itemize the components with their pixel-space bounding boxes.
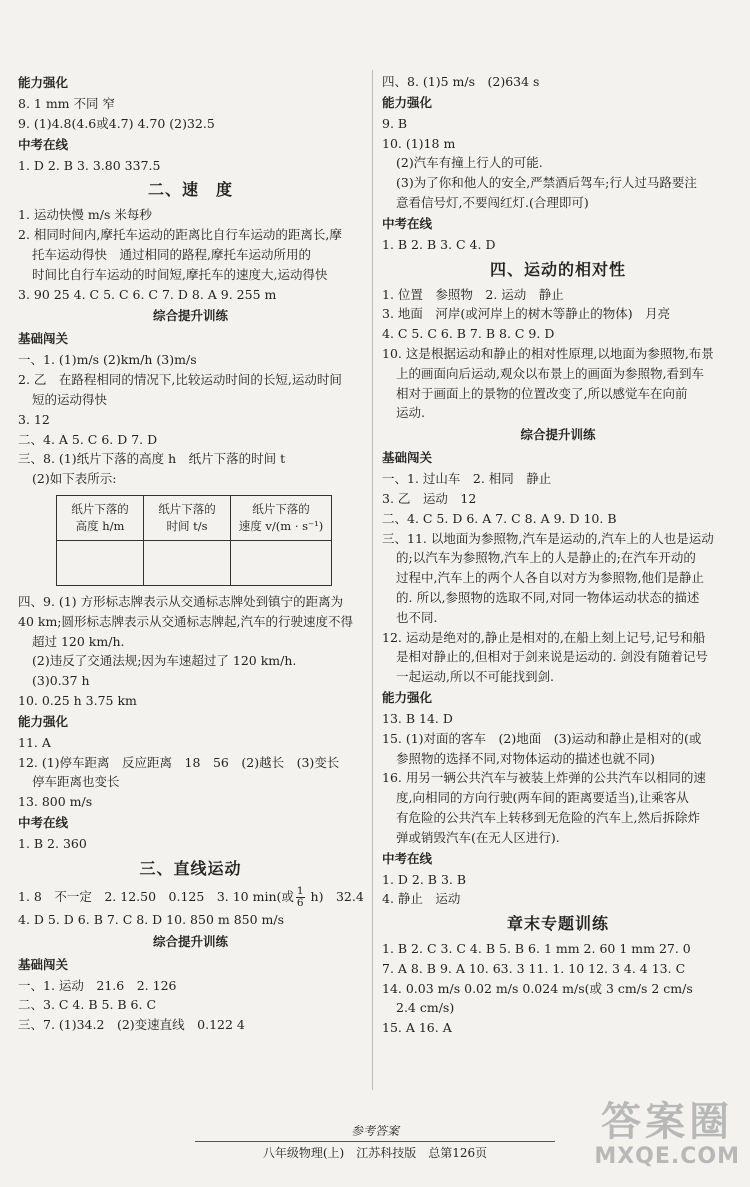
fraction: $\frac{1}{6}$ (296, 884, 304, 909)
answer-line: 是相对静止的,但相对于剑来说是运动的. 剑没有随着记号 (396, 649, 708, 665)
answer-line: 3. 乙 运动 12 (382, 490, 477, 506)
subheading-zonghe: 综合提升训练 (152, 933, 228, 949)
answer-line: 短的运动得快 (32, 391, 108, 407)
answer-line: 3. 12 (18, 411, 50, 427)
answer-line: 11. A (18, 734, 51, 750)
heading-nengli: 能力强化 (382, 94, 433, 110)
left-column (18, 72, 363, 1035)
answer-line: 停车距离也变长 (32, 774, 120, 790)
answer-line: 7. A 8. B 9. A 10. 63. 3 11. 1. 10 12. 3 4. 4 13. C (382, 960, 686, 976)
heading-zhongkao: 中考在线 (382, 215, 433, 231)
answer-line: 13. B 14. D (382, 710, 453, 726)
answer-line: (2)违反了交通法规;因为车速超过了 120 km/h. (32, 653, 297, 669)
answer-line: 12. 运动是绝对的,静止是相对的,在船上刻上记号,记号和船 (382, 629, 706, 645)
answer-line: 四、9. (1) 方形标志牌表示从交通标志牌处到镇宁的距离为 (18, 593, 344, 609)
watermark (594, 1100, 740, 1169)
answer-line: (3)0.37 h (32, 673, 90, 689)
answer-line: 1. D 2. B 3. 3.80 337.5 (18, 157, 161, 173)
answer-line: 10. 这是根据运动和静止的相对性原理,以地面为参照物,布景 (382, 345, 714, 361)
answer-line: 相对于画面上的景物的位置改变了,所以感觉车在向前 (396, 385, 688, 401)
answer-line: 4. 静止 运动 (382, 891, 461, 907)
answer-line: 1. 位置 参照物 2. 运动 静止 (382, 286, 564, 302)
answer-line: 1. B 2. C 3. C 4. B 5. B 6. 1 mm 2. 60 1 mm 27. 0 (382, 941, 691, 957)
answer-line: 运动. (396, 405, 425, 421)
heading-jichu: 基础闯关 (382, 450, 433, 466)
table-header-speed: 纸片下落的 速度 v/(m · s⁻¹) (231, 495, 332, 540)
answer-line: 10. (1)18 m (382, 135, 456, 151)
answer-line: 托车运动得快 通过相同的路程,摩托车运动所用的 (32, 246, 311, 262)
answer-line: 13. 800 m/s (18, 794, 93, 810)
table-header-height: 纸片下落的 高度 h/m (57, 495, 144, 540)
answer-line: 2. 相同时间内,摩托车运动的距离比自行车运动的距离长,摩 (18, 227, 342, 243)
answer-line: 过程中,汽车上的两个人各自以对方为参照物,他们是静止 (396, 570, 704, 586)
section-title-relativity: 四、运动的相对性 (489, 259, 626, 279)
section-title-speed: 二、速 度 (147, 180, 233, 200)
answer-line: 9. B (382, 115, 408, 131)
table-cell (231, 540, 332, 585)
answer-line: 三、11. 以地面为参照物,汽车是运动的,汽车上的人也是运动 (382, 530, 714, 546)
answer-line: (2)如下表所示: (32, 471, 117, 487)
answer-line: 参照物的选择不同,对物体运动的描述也就不同) (396, 750, 655, 766)
heading-nengli: 能力强化 (18, 713, 69, 729)
answer-line: 也不同. (396, 609, 438, 625)
answer-line: 超过 120 km/h. (32, 633, 125, 649)
answer-line: 3. 地面 河岸(或河岸上的树木等静止的物体) 月亮 (382, 306, 671, 322)
heading-zhongkao: 中考在线 (18, 814, 69, 830)
answer-line: 12. (1)停车距离 反应距离 18 56 (2)越长 (3)变长 (18, 754, 340, 770)
answer-line: 一起运动,所以不可能找到剑. (396, 669, 554, 685)
answer-line: 四、8. (1)5 m/s (2)634 s (382, 74, 540, 89)
column-divider (372, 70, 373, 1090)
section-title-chapter-review: 章末专题训练 (506, 914, 609, 934)
answer-line-fraction: 1. 8 不一定 2. 12.50 0.125 3. 10 min(或 $\frac{1}{6}$ h) 32.4 (18, 884, 364, 909)
heading-jichu: 基础闯关 (18, 956, 69, 972)
table-cell (144, 540, 231, 585)
answer-line: 二、4. A 5. C 6. D 7. D (18, 431, 158, 447)
answer-line: 1. 运动快慢 m/s 米每秒 (18, 207, 152, 223)
answer-line: (3)为了你和他人的安全,严禁酒后驾车;行人过马路要注 (396, 175, 697, 191)
heading-nengli: 能力强化 (18, 75, 69, 90)
answer-line: 3. 90 25 4. C 5. C 6. C 7. D 8. A 9. 255 m (18, 286, 277, 302)
answer-line: 1. B 2. B 3. C 4. D (382, 236, 496, 252)
answer-line: 1. B 2. 360 (18, 835, 87, 851)
data-table (56, 495, 332, 586)
footer-title: 参考答案 (350, 1124, 399, 1138)
answer-line: 2. 乙 在路程相同的情况下,比较运动时间的长短,运动时间 (18, 372, 342, 388)
answer-line: 40 km;圆形标志牌表示从交通标志牌起,汽车的行驶速度不得 (18, 613, 353, 629)
answer-line: 15. (1)对面的客车 (2)地面 (3)运动和静止是相对的(或 (382, 730, 702, 746)
heading-zhongkao: 中考在线 (382, 850, 433, 866)
answer-line: 8. 1 mm 不同 窄 (18, 96, 115, 111)
heading-jichu: 基础闯关 (18, 331, 69, 347)
section-title-linear-motion: 三、直线运动 (139, 858, 242, 878)
subheading-zonghe: 综合提升训练 (520, 427, 596, 443)
table-cell (57, 540, 144, 585)
answer-line: 度,向相同的方向行驶(两车间的距离要适当),让乘客从 (396, 790, 689, 806)
answer-line: 15. A 16. A (382, 1020, 452, 1036)
answer-line: 一、1. (1)m/s (2)km/h (3)m/s (18, 352, 197, 368)
answer-line: 4. D 5. D 6. B 7. C 8. D 10. 850 m 850 m/s (18, 911, 285, 927)
answer-line: 9. (1)4.8(4.6或4.7) 4.70 (2)32.5 (18, 115, 215, 131)
heading-zhongkao: 中考在线 (18, 136, 69, 152)
answer-line: 有危险的公共汽车上转移到无危险的汽车上,然后拆除炸 (396, 809, 700, 825)
answer-line: 2.4 cm/s) (396, 1000, 455, 1016)
answer-line: 三、8. (1)纸片下落的高度 h 纸片下落的时间 t (18, 451, 286, 467)
answer-line: 上的画面向后运动,观众以布景上的画面为参照物,看到车 (396, 365, 704, 381)
watermark-url: MXQE.COM (594, 1144, 740, 1169)
heading-nengli: 能力强化 (382, 689, 433, 705)
answer-line: 二、4. C 5. D 6. A 7. C 8. A 9. D 10. B (382, 510, 617, 526)
answer-line: 10. 0.25 h 3.75 km (18, 692, 137, 708)
answer-line: 14. 0.03 m/s 0.02 m/s 0.024 m/s(或 3 cm/s 2 cm/s (382, 980, 693, 996)
answer-line: 二、3. C 4. B 5. B 6. C (18, 997, 157, 1013)
answer-line: 弹或销毁汽车(在无人区进行). (396, 829, 560, 845)
answer-line: 4. C 5. C 6. B 7. B 8. C 9. D (382, 326, 555, 342)
footer-info: 八年级物理(上) 江苏科技版 总第126页 (195, 1141, 555, 1161)
answer-line: 意看信号灯,不要闯红灯.(合理即可) (396, 194, 589, 210)
answer-line: 的;以汽车为参照物,汽车上的人是静止的;在汽车开动的 (396, 550, 696, 566)
answer-line: 1. D 2. B 3. B (382, 871, 467, 887)
answer-line: 一、1. 运动 21.6 2. 126 (18, 977, 177, 993)
subheading-zonghe: 综合提升训练 (152, 308, 228, 324)
watermark-logo: 答案圈 (601, 1099, 734, 1145)
right-column (382, 72, 734, 1038)
answer-line: 16. 用另一辆公共汽车与被装上炸弹的公共汽车以相同的速 (382, 770, 706, 786)
table-header-time: 纸片下落的 时间 t/s (144, 495, 231, 540)
answer-line: 的. 所以,参照物的选取不同,对同一物体运动状态的描述 (396, 589, 700, 605)
answer-line: 三、7. (1)34.2 (2)变速直线 0.122 4 (18, 1017, 245, 1033)
answer-line: 一、1. 过山车 2. 相同 静止 (382, 471, 552, 487)
answer-line: 时间比自行车运动的时间短,摩托车的速度大,运动得快 (32, 266, 328, 282)
answer-line: (2)汽车有撞上行人的可能. (396, 155, 543, 171)
